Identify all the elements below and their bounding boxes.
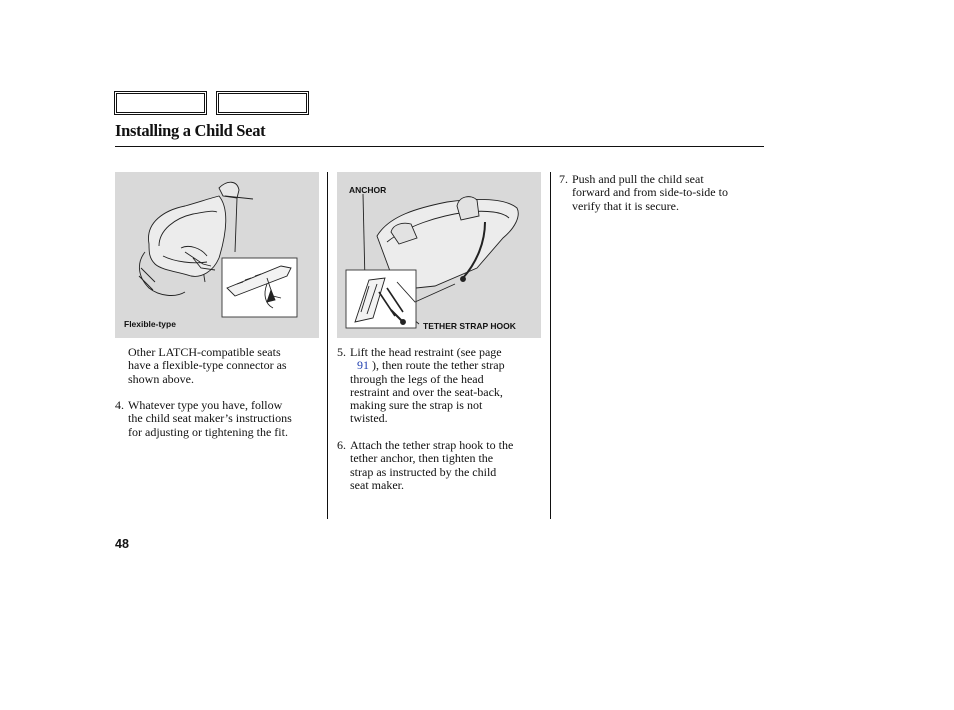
title-divider xyxy=(115,146,764,147)
text-line: Other LATCH-compatible seats xyxy=(128,345,281,359)
page-number: 48 xyxy=(115,537,129,551)
text-line: Lift the head restraint (see page xyxy=(350,345,502,359)
tether-anchor-illustration xyxy=(337,172,541,338)
tether-strap-hook-label: TETHER STRAP HOOK xyxy=(423,321,516,331)
text-line: Push and pull the child seat xyxy=(572,172,704,186)
section-title: Installing a Child Seat xyxy=(115,121,266,140)
text-line: restraint and over the seat-back, xyxy=(350,384,503,399)
column-divider-1 xyxy=(327,172,328,519)
text-line: through the legs of the head xyxy=(350,371,484,386)
text-line: seat maker. xyxy=(350,477,404,492)
text-line: making sure the strap is not xyxy=(350,398,483,413)
step-number: 7. xyxy=(559,172,568,186)
step-number: 5. xyxy=(337,345,346,359)
text-line: strap as instructed by the child xyxy=(350,464,497,479)
anchor-label: ANCHOR xyxy=(349,185,387,195)
text-line: Attach the tether strap hook to the xyxy=(350,438,514,452)
nav-tab-blank-1[interactable] xyxy=(114,91,207,115)
step-number: 4. xyxy=(115,398,124,412)
child-seat-drawing xyxy=(115,172,319,338)
child-seat-illustration xyxy=(115,172,319,338)
page-reference-link[interactable]: 91 xyxy=(357,358,369,373)
text-line: shown above. xyxy=(128,371,194,386)
text-line-with-link xyxy=(350,359,505,372)
latch-intro-paragraph xyxy=(128,346,287,386)
step-number: 6. xyxy=(337,438,346,452)
text-line: tether anchor, then tighten the xyxy=(350,451,494,466)
text-fragment: ), then route the tether strap xyxy=(369,358,505,373)
text-line: twisted. xyxy=(350,411,388,426)
tether-anchor-drawing xyxy=(337,172,541,338)
text-line: verify that it is secure. xyxy=(572,198,679,213)
text-line: for adjusting or tightening the fit. xyxy=(128,424,288,439)
text-line: the child seat maker’s instructions xyxy=(128,411,292,426)
text-line: forward and from side-to-side to xyxy=(572,185,728,200)
nav-tab-blank-2[interactable] xyxy=(216,91,309,115)
column-divider-2 xyxy=(550,172,551,519)
figure-caption: Flexible-type xyxy=(124,319,176,329)
text-line: Whatever type you have, follow xyxy=(128,398,283,412)
text-line: have a flexible-type connector as xyxy=(128,358,287,373)
